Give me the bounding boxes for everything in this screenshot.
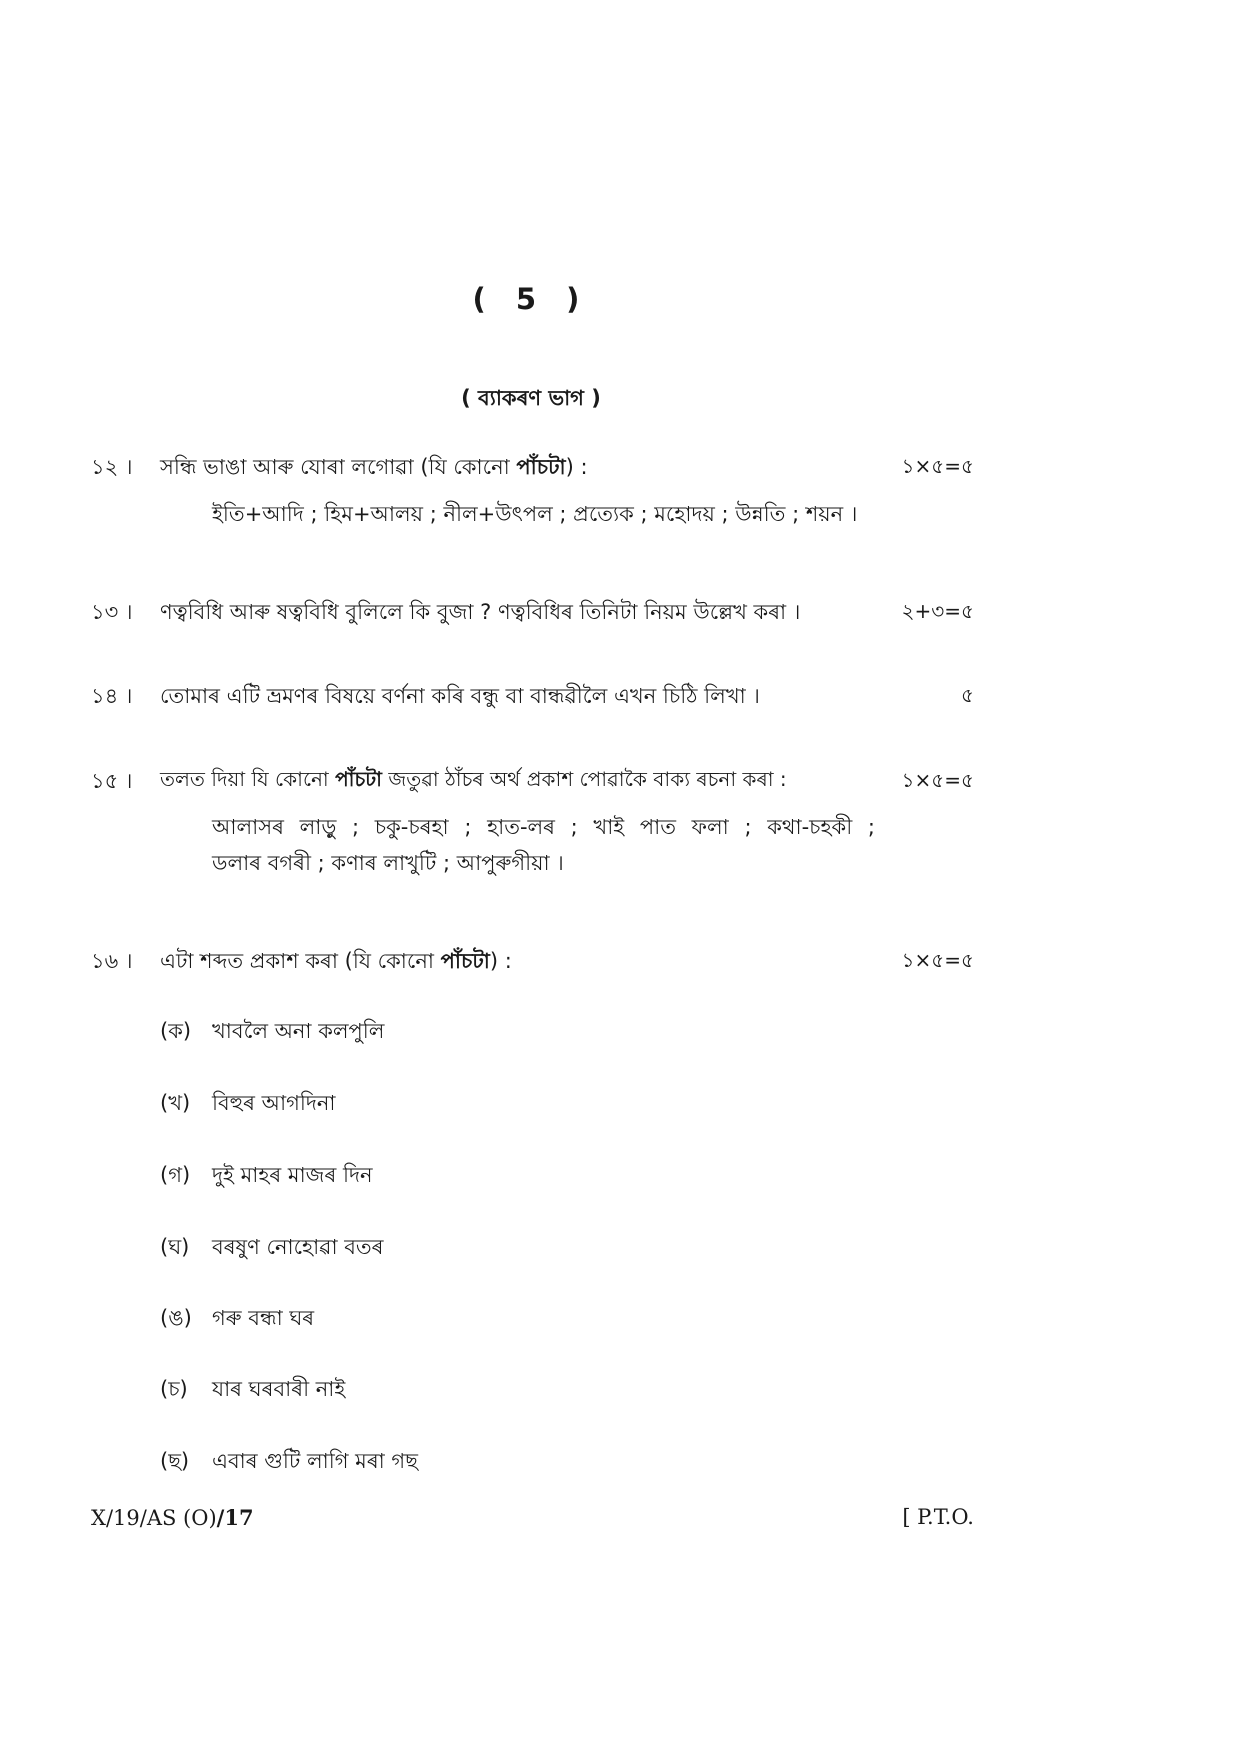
option-text: বৰষুণ নোহোৱা বতৰ bbox=[212, 1235, 384, 1259]
question-15-marks: ১×৫=৫ bbox=[901, 768, 974, 792]
option-label: (ছ) bbox=[160, 1449, 190, 1473]
question-15-number: ১৫ । bbox=[91, 769, 133, 793]
question-15-items-line2: ডলাৰ বগৰী ; কণাৰ লাখুটি ; আপুৰুগীয়া । bbox=[212, 851, 564, 875]
option-text: বিহুৰ আগদিনা bbox=[212, 1091, 336, 1115]
question-13-marks: ২+৩=৫ bbox=[901, 599, 974, 623]
option-label: (চ) bbox=[160, 1377, 188, 1401]
option-label: (খ) bbox=[160, 1091, 191, 1115]
question-14-text: তোমাৰ এটি ভ্ৰমণৰ বিষয়ে বৰ্ণনা কৰি বন্ধু বা বান্ধৱীলৈ এখন চিঠি লিখা । bbox=[160, 684, 760, 708]
question-12-marks: ১×৫=৫ bbox=[901, 454, 974, 478]
question-15-text: তলত দিয়া যি কোনো পাঁচটা জতুৱা ঠাঁচৰ অৰ্থ প্ৰকাশ পোৱাকৈ বাক্য ৰচনা কৰা : bbox=[160, 767, 787, 791]
question-12-number: ১২ । bbox=[91, 455, 133, 479]
option-label: (ক) bbox=[160, 1019, 192, 1043]
page-number: ( 5 ) bbox=[472, 282, 590, 316]
option-text: গৰু বন্ধা ঘৰ bbox=[212, 1306, 315, 1330]
question-14-number: ১৪ । bbox=[91, 684, 133, 708]
question-13-number: ১৩ । bbox=[91, 600, 133, 624]
paper-code: X/19/AS (O)/17 bbox=[91, 1505, 254, 1530]
option-label: (ঘ) bbox=[160, 1235, 190, 1259]
pto-label: [ P.T.O. bbox=[902, 1505, 974, 1529]
question-16-number: ১৬ । bbox=[91, 949, 133, 973]
option-label: (গ) bbox=[160, 1163, 191, 1187]
section-title: ( ব্যাকৰণ ভাগ ) bbox=[461, 386, 601, 410]
question-16-marks: ১×৫=৫ bbox=[901, 948, 974, 972]
question-15-items-line1: আলাসৰ লাড়ু ; চকু-চৰহা ; হাত-লৰ ; খাই পাত ফলা ; কথা-চহকী ; bbox=[212, 815, 875, 839]
option-label: (ঙ) bbox=[160, 1306, 192, 1330]
option-text: যাৰ ঘৰবাৰী নাই bbox=[212, 1377, 346, 1401]
question-16-text: এটা শব্দত প্ৰকাশ কৰা (যি কোনো পাঁচটা) : bbox=[160, 949, 512, 973]
question-14-marks: ৫ bbox=[961, 683, 974, 707]
question-12-text: সন্ধি ভাঙা আৰু যোৰা লগোৱা (যি কোনো পাঁচটা) : bbox=[160, 455, 588, 479]
option-text: দুই মাহৰ মাজৰ দিন bbox=[212, 1163, 373, 1187]
question-13-text: ণত্ববিধি আৰু ষত্ববিধি বুলিলে কি বুজা ? ণত্ববিধিৰ তিনিটা নিয়ম উল্লেখ কৰা । bbox=[160, 600, 801, 624]
question-12-items: ইতি+আদি ; হিম+আলয় ; নীল+উৎপল ; প্ৰত্যেক ; মহোদয় ; উন্নতি ; শয়ন । bbox=[212, 502, 858, 526]
option-text: খাবলৈ অনা কলপুলি bbox=[212, 1019, 385, 1043]
option-text: এবাৰ গুটি লাগি মৰা গছ bbox=[212, 1449, 418, 1473]
